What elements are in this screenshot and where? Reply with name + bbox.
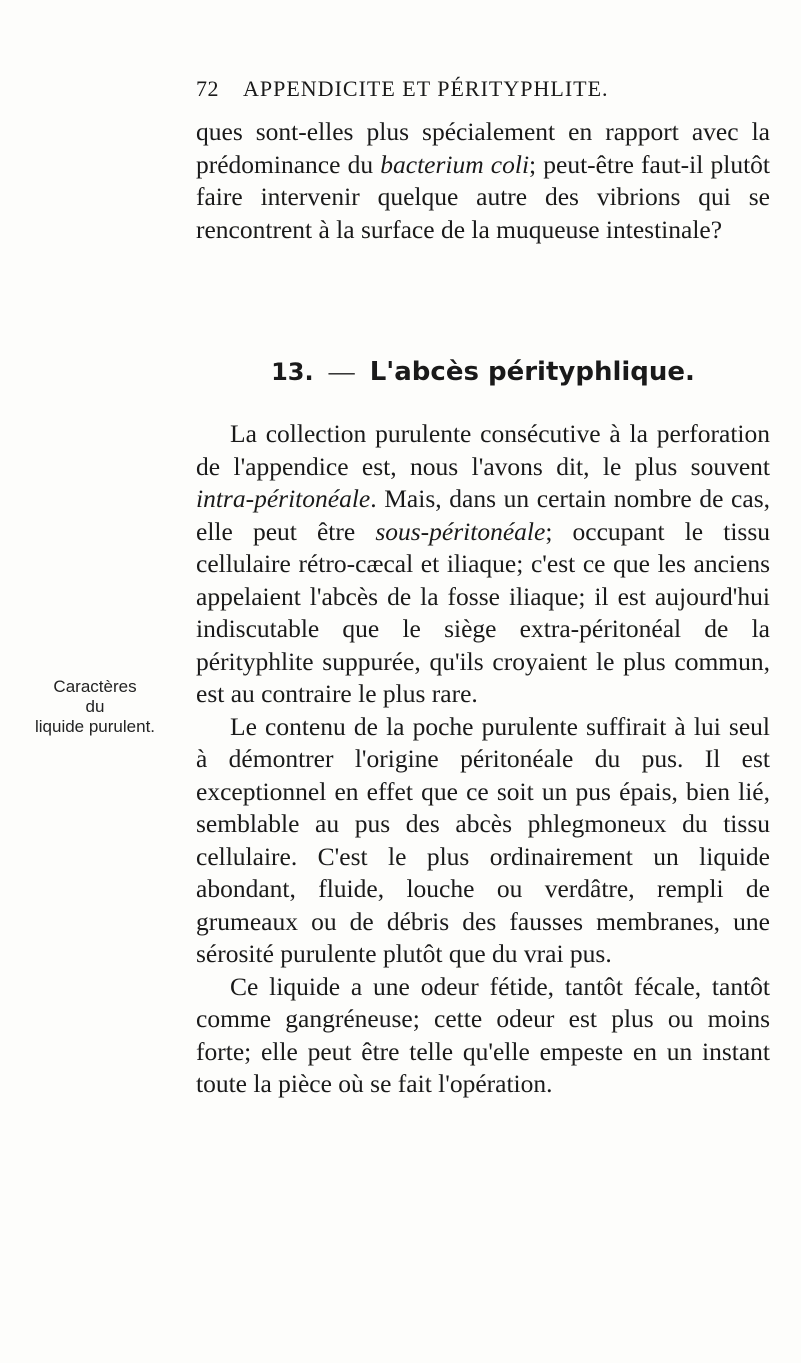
italic-intra-peritoneale: intra-péritonéale	[196, 484, 371, 513]
section-heading	[196, 357, 770, 387]
section-title: L'abcès pérityphlique.	[369, 357, 695, 387]
intro-text-start: ques sont-elles plus spécialement en rapport avec la prédominance du	[196, 117, 770, 179]
paragraph1-part3: ; occupant le tissu cellulaire rétro-cæcal et iliaque; c'est ce que les anciens appelaient l'abcès de la fosse iliaque; il est aujourd'hui indiscutable que le siège extra-péritonéal de la pérityphlite suppurée, qu'ils croyaient le plus commun, est au contraire le plus rare.	[196, 516, 771, 708]
body-text	[196, 418, 770, 1101]
paragraph-contenu: Le contenu de la poche purulente suffirait à lui seul à démontrer l'origine péritonéale du pus. Il est exceptionnel en effet que ce soit un pus épais, bien lié, semblable au pus des abcès phlegmoneux du tissu cellulaire. C'est le plus ordinairement un liquide abondant, fluide, louche ou verdâtre, rempli de grumeaux ou de débris des fausses membranes, une sérosité purulente plutôt que du vrai pus.	[196, 711, 770, 968]
paragraph1-part1: La collection purulente consécutive à la perforation de l'appendice est, nous l'avons dit, le plus souvent	[196, 419, 770, 481]
margin-note-line1: Caractères	[53, 677, 137, 696]
page-number: 72	[196, 76, 219, 101]
margin-note	[0, 677, 190, 737]
paragraph-odeur: Ce liquide a une odeur fétide, tantôt fécale, tantôt comme gangréneuse; cette odeur est plus ou moins forte; elle peut être telle qu'elle empeste en un instant toute la pièce où se fait l'opération.	[196, 971, 770, 1098]
section-dash: —	[328, 357, 355, 386]
intro-text-end: ; peut-être faut-il plutôt faire intervenir quelque autre des vibrions qui se rencontrent à la surface de la muqueuse intestinale?	[196, 149, 771, 244]
section-number: 13.	[271, 358, 314, 386]
paragraph1-part2: . Mais, dans un certain nombre de cas, elle peut être	[196, 484, 770, 546]
margin-note-line2: du	[85, 697, 105, 716]
italic-sous-peritoneale: sous-péritonéale	[375, 516, 546, 546]
running-title: APPENDICITE ET PÉRITYPHLITE.	[243, 76, 609, 101]
paragraph-perforation	[196, 418, 770, 711]
intro-italic-term: bacterium coli	[380, 149, 530, 179]
intro-paragraph	[196, 116, 770, 246]
margin-note-line3: liquide purulent.	[34, 717, 156, 736]
page-header	[196, 76, 796, 102]
